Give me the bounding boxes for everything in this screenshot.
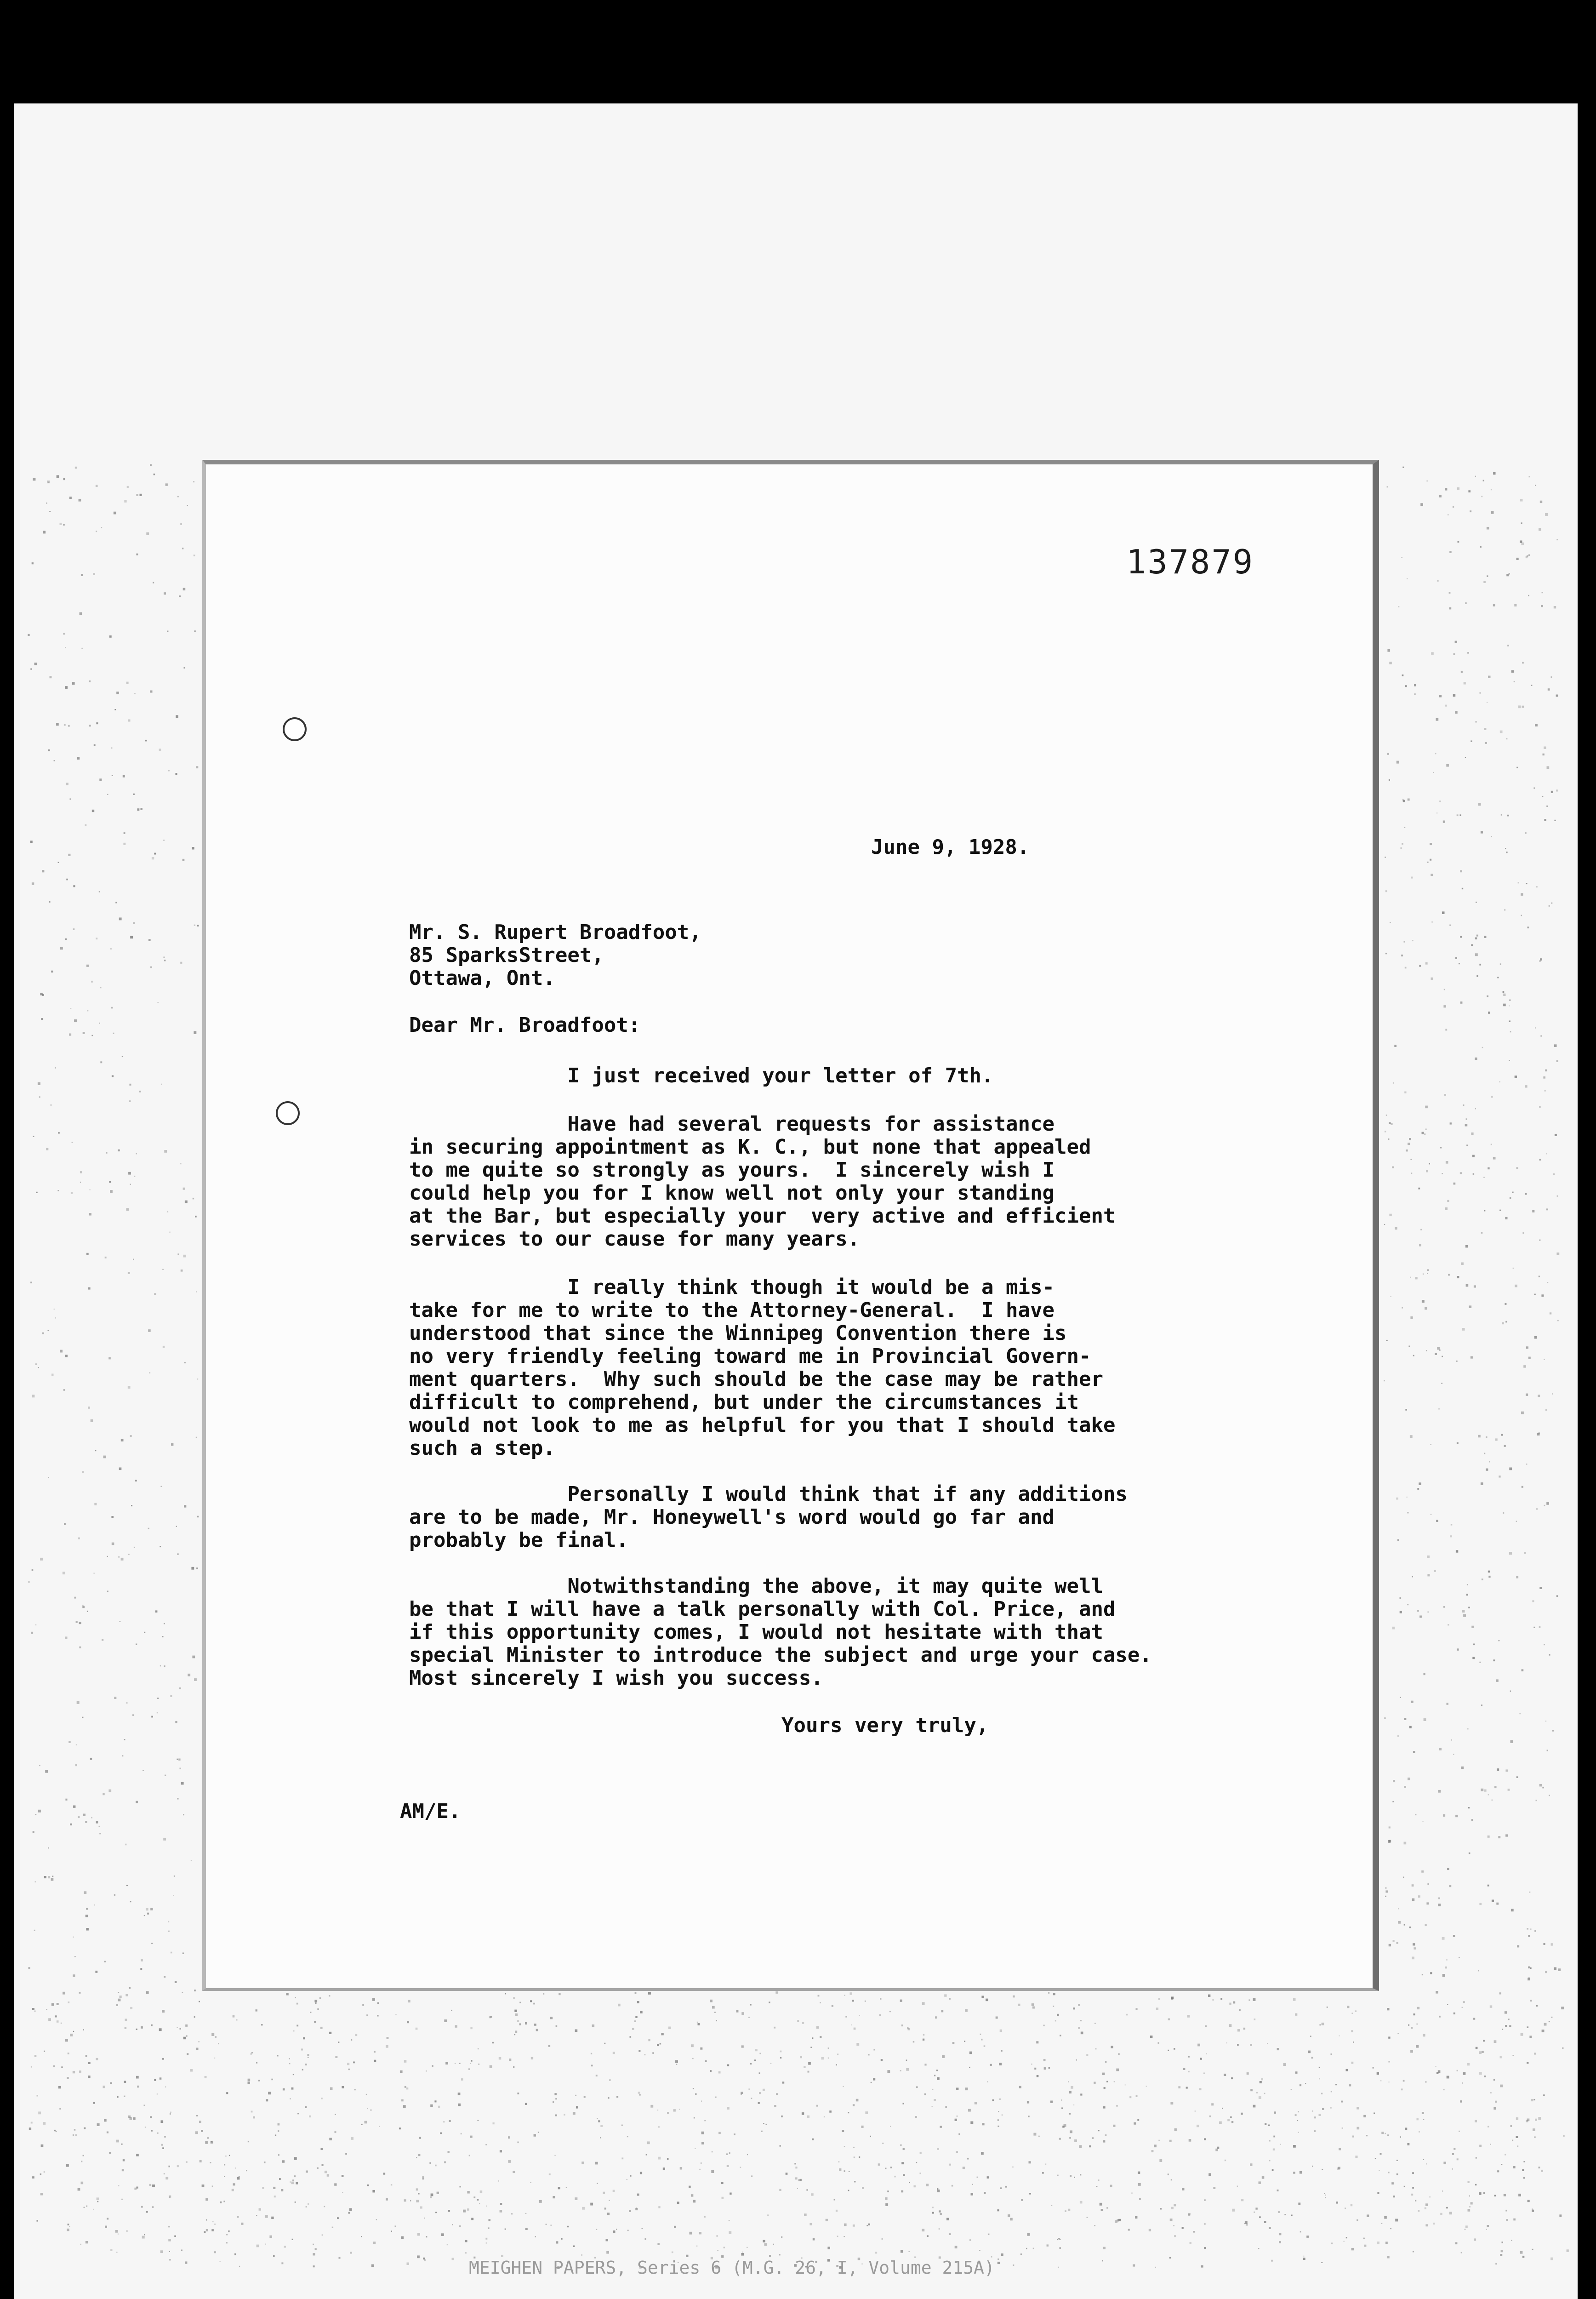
- recipient-street: 85 SparksStreet,: [409, 944, 604, 967]
- typist-initials: AM/E.: [400, 1800, 461, 1823]
- letter-date: June 9, 1928.: [871, 835, 1030, 859]
- closing: Yours very truly,: [781, 1714, 989, 1737]
- punch-hole-middle: [276, 1101, 300, 1125]
- paragraph-5: Notwithstanding the above, it may quite well be that I will have a talk personally with Col. Price, and if this opportunity comes, I would not hesitate with that special Minister to introduce the subject and urge your case. Most sincerely I wish you success.: [409, 1574, 1152, 1690]
- document-number: 137879: [1126, 543, 1254, 581]
- punch-hole-top: [283, 717, 307, 741]
- series-reference: MEIGHEN PAPERS, Series 6 (M.G. 26, I, Volume 215A): [469, 2258, 995, 2278]
- paragraph-3: I really think though it would be a mis- take for me to write to the Attorney-General. I have understood that since the Winnipeg Convention there is no very friendly feeling toward me in Provincial Govern- ment quarters. Why such should be the case may be rather difficult to comprehend, but under the circumstances it would not look to me as helpful for you that I should take such a step.: [409, 1275, 1116, 1460]
- salutation: Dear Mr. Broadfoot:: [409, 1013, 641, 1037]
- paragraph-2: Have had several requests for assistance in securing appointment as K. C., but none that appealed to me quite so strongly as yours. I sincerely wish I could help you for I know well not only your standing at the Bar, but especially your very active and efficient services to our cause for many years.: [409, 1112, 1116, 1251]
- recipient-city: Ottawa, Ont.: [409, 966, 555, 990]
- recipient-name: Mr. S. Rupert Broadfoot,: [409, 921, 701, 944]
- paragraph-1: I just received your letter of 7th.: [409, 1064, 994, 1087]
- paragraph-4: Personally I would think that if any additions are to be made, Mr. Honeywell's word would go far and probably be final.: [409, 1482, 1128, 1552]
